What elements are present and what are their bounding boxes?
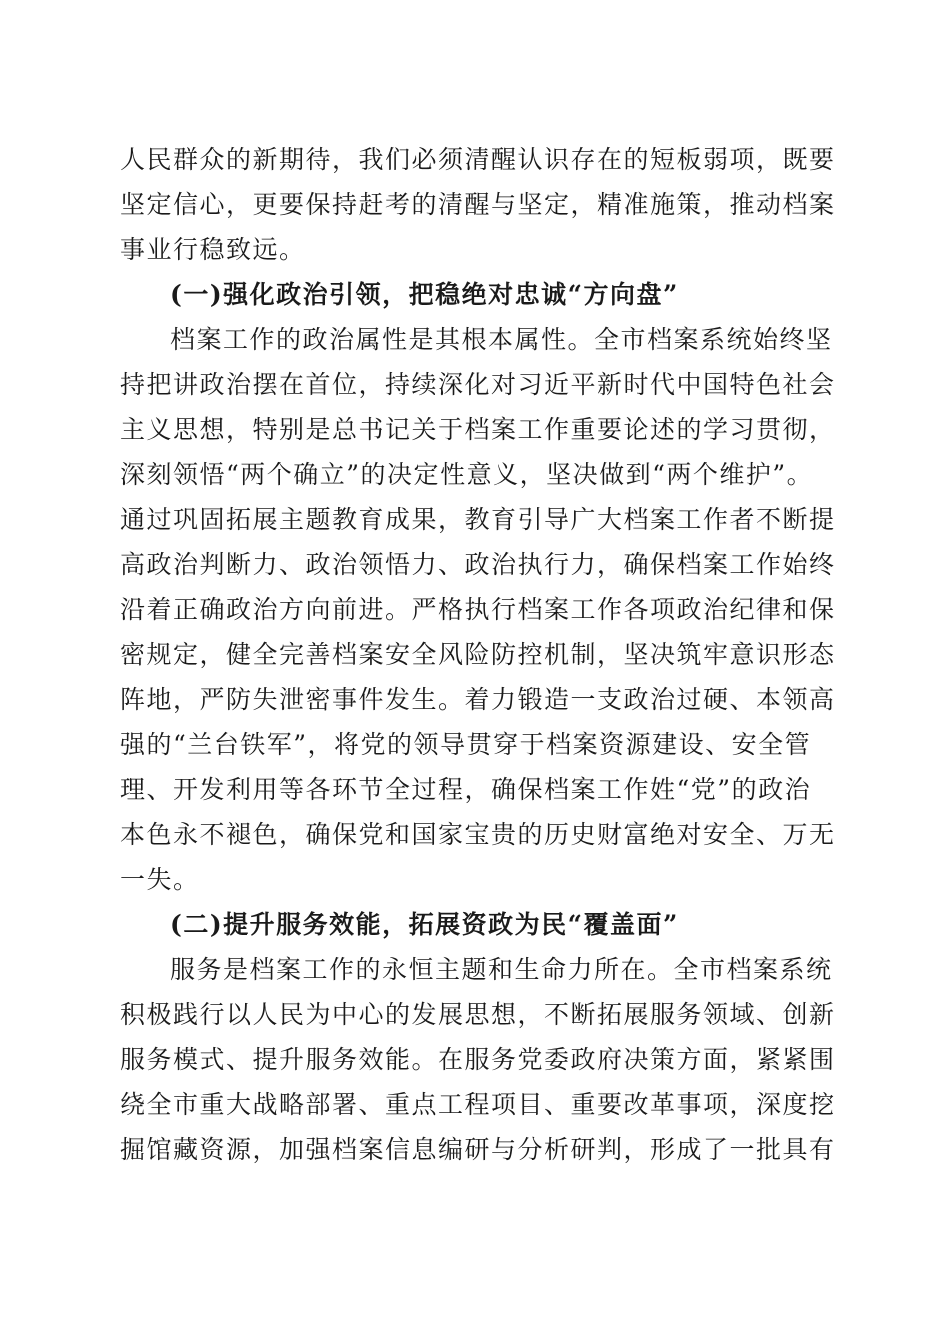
text-line: 事业行稳致远。	[120, 235, 306, 264]
section-heading-2: (二)提升服务效能，拓展资政为民“覆盖面”	[170, 910, 679, 939]
text-line: 阵地，严防失泄密事件发生。着力锻造一支政治过硬、本领高	[120, 685, 836, 714]
text-line: 服务模式、提升服务效能。在服务党委政府决策方面，紧紧围	[120, 1045, 836, 1074]
text-line: 积极践行以人民为中心的发展思想，不断拓展服务领域、创新	[120, 1000, 836, 1029]
text-line: 本色永不褪色，确保党和国家宝贵的历史财富绝对安全、万无	[120, 820, 836, 849]
text-line: 密规定，健全完善档案安全风险防控机制，坚决筑牢意识形态	[120, 640, 836, 669]
text-line: 高政治判断力、政治领悟力、政治执行力，确保档案工作始终	[120, 550, 836, 579]
text-line: 绕全市重大战略部署、重点工程项目、重要改革事项，深度挖	[120, 1090, 836, 1119]
text-line: 沿着正确政治方向前进。严格执行档案工作各项政治纪律和保	[120, 595, 836, 624]
text-line: 持把讲政治摆在首位，持续深化对习近平新时代中国特色社会	[120, 370, 836, 399]
section-heading-1: (一)强化政治引领，把稳绝对忠诚“方向盘”	[170, 280, 679, 309]
text-line: 坚定信心，更要保持赶考的清醒与坚定，精准施策，推动档案	[120, 190, 836, 219]
text-line: 理、开发利用等各环节全过程，确保档案工作姓“党”的政治	[120, 775, 812, 804]
text-line: 深刻领悟“两个确立”的决定性意义，坚决做到“两个维护”。	[120, 460, 814, 489]
paragraph-start: 档案工作的政治属性是其根本属性。全市档案系统始终坚	[170, 325, 833, 354]
text-line: 人民群众的新期待，我们必须清醒认识存在的短板弱项，既要	[120, 145, 836, 174]
text-line: 强的“兰台铁军”，将党的领导贯穿于档案资源建设、安全管	[120, 730, 812, 759]
text-line: 通过巩固拓展主题教育成果，教育引导广大档案工作者不断提	[120, 505, 836, 534]
paragraph-start: 服务是档案工作的永恒主题和生命力所在。全市档案系统	[170, 955, 833, 984]
text-line: 主义思想，特别是总书记关于档案工作重要论述的学习贯彻，	[120, 415, 836, 444]
text-line: 一失。	[120, 865, 200, 894]
text-line: 掘馆藏资源，加强档案信息编研与分析研判，形成了一批具有	[120, 1135, 836, 1164]
